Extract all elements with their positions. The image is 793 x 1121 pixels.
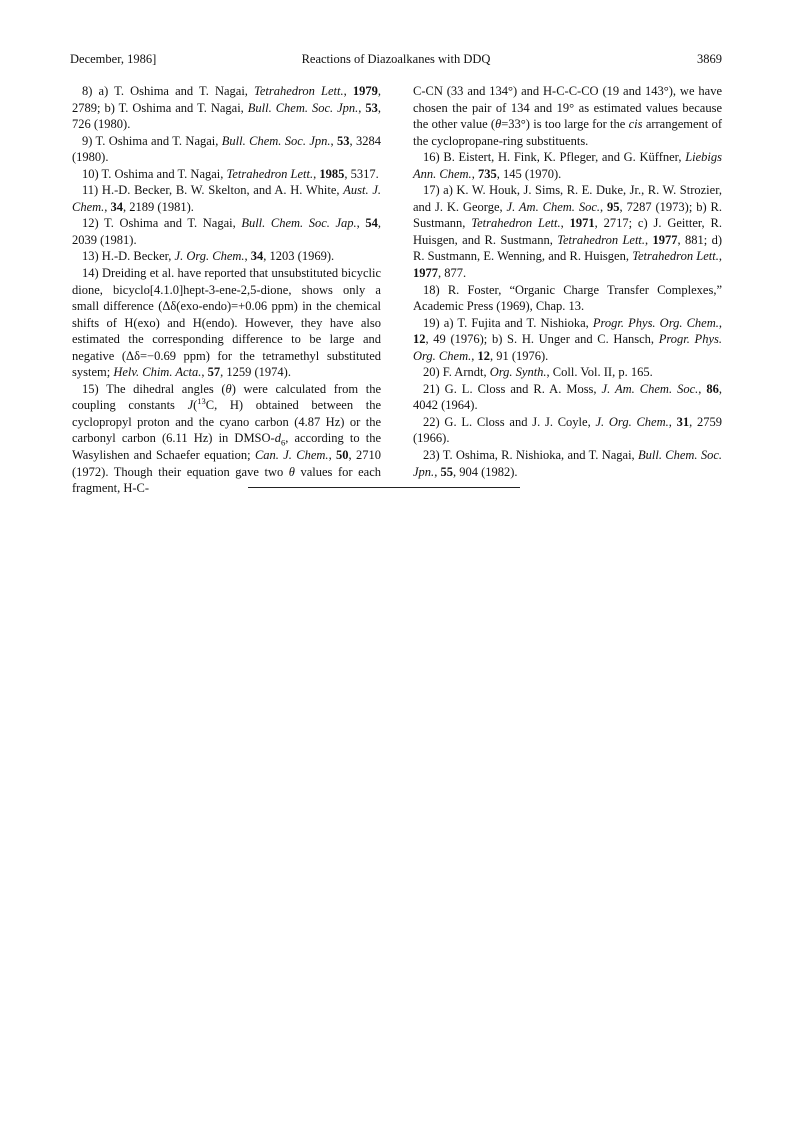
- reference-r19: 19) a) T. Fujita and T. Nishioka, Progr. Phys. Org. Chem., 12, 49 (1976); b) S. H. Unger and C. Hansch, Progr. Phys. Org. Chem., 12, 91 (1976).: [413, 315, 722, 363]
- reference-r23: 23) T. Oshima, R. Nishioka, and T. Nagai, Bull. Chem. Soc. Jpn., 55, 904 (1982).: [413, 448, 722, 479]
- reference-r16: 16) B. Eistert, H. Fink, K. Pfleger, and G. Küffner, Liebigs Ann. Chem., 735, 145 (1970).: [413, 150, 722, 181]
- reference-r8: 8) a) T. Oshima and T. Nagai, Tetrahedron Lett., 1979, 2789; b) T. Oshima and T. Nagai, Bull. Chem. Soc. Jpn., 53, 726 (1980).: [72, 84, 381, 132]
- reference-r11: 11) H.-D. Becker, B. W. Skelton, and A. H. White, Aust. J. Chem., 34, 2189 (1981).: [72, 183, 381, 214]
- reference-r15: 15) The dihedral angles (θ) were calculated from the coupling constants J($^{13}$C, H) obtained between the cyclopropyl proton and the cyano carbon (4.87 Hz) or the carbonyl carbon (6.11 Hz) in DMSO-$d_6$, according to the Wasylishen and Schaefer equation; Can. J. Chem., 50, 2710 (1972). Though their equation gave two θ values for each fragment, H-C-: [72, 381, 382, 496]
- header-title: Reactions of Diazoalkanes with DDQ: [301, 52, 491, 66]
- reference-r22: 22) G. L. Closs and J. J. Coyle, J. Org. Chem., 31, 2759 (1966).: [413, 414, 723, 446]
- reference-r17: 17) a) K. W. Houk, J. Sims, R. E. Duke, Jr., R. W. Strozier, and J. K. George, J. Am. Chem. Soc., 95, 7287 (1973); b) R. Sustmann, Tetrahedron Lett., 1971, 2717; c) J. Geitter, R. Huisgen, and R. Sustmann, Tetrahedron Lett., 1977, 881; d) R. Sustmann, E. Wenning, and R. Huisgen, Tetrahedron Lett., 1977, 877.: [413, 183, 723, 281]
- header-date: December, 1986]: [70, 52, 157, 66]
- references-left-column: [72, 83, 381, 497]
- reference-r10: 10) T. Oshima and T. Nagai, Tetrahedron Lett., 1985, 5317.: [82, 166, 379, 181]
- reference-r9: 9) T. Oshima and T. Nagai, Bull. Chem. Soc. Jpn., 53, 3284 (1980).: [72, 133, 381, 165]
- reference-r20: 20) F. Arndt, Org. Synth., Coll. Vol. II, p. 165.: [423, 365, 653, 380]
- end-rule: [248, 487, 520, 488]
- reference-r13: 13) H.-D. Becker, J. Org. Chem., 34, 1203 (1969).: [82, 249, 335, 264]
- reference-r21: 21) G. L. Closs and R. A. Moss, J. Am. Chem. Soc., 86, 4042 (1964).: [413, 381, 722, 413]
- reference-r14: 14) Dreiding et al. have reported that unsubstituted bicyclic dione, bicyclo[4.1.0]hept-3-ene-2,5-dione, shows only a small difference (Δδ(exo-endo)=+0.06 ppm) in the chemical shifts of H(exo) and H(endo). However, they have also estimated the corresponding difference to be large and negative (Δδ=−0.69 ppm) for the tetramethyl substituted system; Helv. Chim. Acta., 57, 1259 (1974).: [72, 266, 381, 380]
- reference-r12: 12) T. Oshima and T. Nagai, Bull. Chem. Soc. Jap., 54, 2039 (1981).: [72, 216, 382, 247]
- reference-r15cont: C-CN (33 and 134°) and H-C-C-CO (19 and 143°), we have chosen the pair of 134 and 19° as estimated values because the other value (θ=33°) is too large for the cis arrangement of the cyclopropane-ring substituents.: [413, 84, 722, 148]
- page-number: 3869: [697, 52, 722, 66]
- reference-r18: 18) R. Foster, “Organic Charge Transfer Complexes,” Academic Press (1969), Chap. 13.: [413, 282, 722, 314]
- references-right-column: [413, 83, 722, 480]
- running-header: [70, 52, 722, 70]
